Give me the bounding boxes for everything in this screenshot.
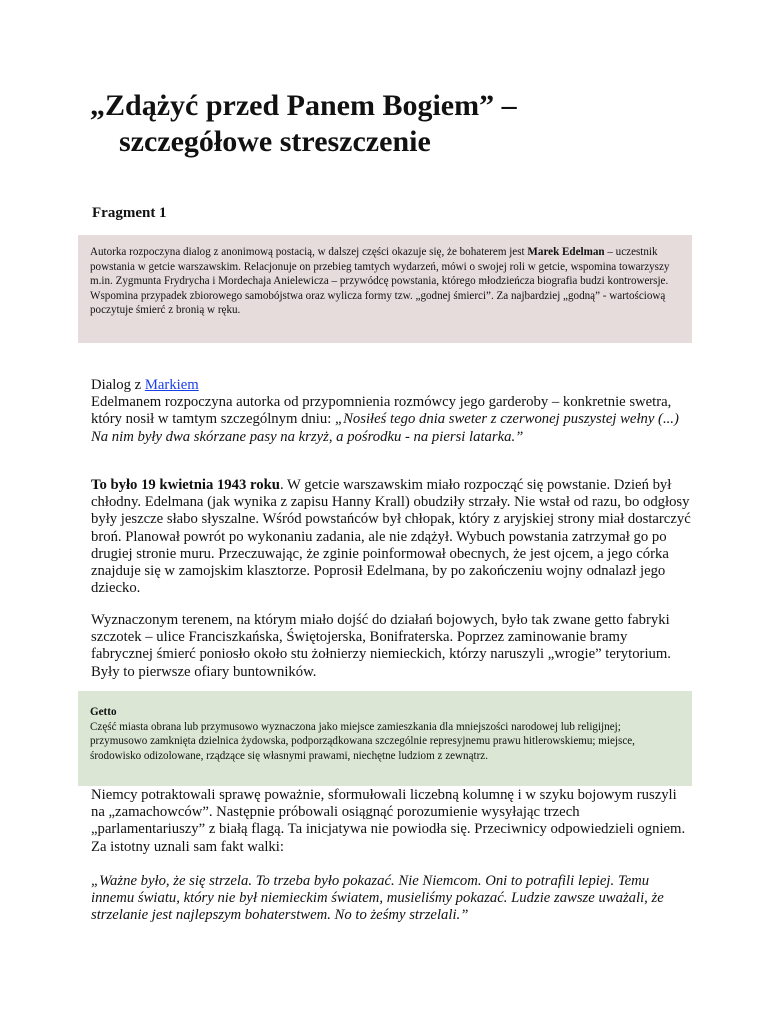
closing-quote xyxy=(91,873,691,925)
ghetto-title: Getto xyxy=(90,706,117,718)
dialog-text: Edelmanem rozpoczyna autorka od przypomnienia rozmówcy jego garderoby – konkretnie swetra, który nosił w tamtym szczególnym dniu: xyxy=(91,394,672,428)
summary-text-before: Autorka rozpoczyna dialog z anonimową postacią, w dalszej części okazuje się, że bohaterem jest xyxy=(90,246,528,258)
fragment-label: Fragment 1 xyxy=(92,205,167,221)
paragraph-april-1943 xyxy=(91,477,691,597)
ghetto-definition-text: Część miasta obrana lub przymusowo wyznaczona jako miejsce zamieszkania dla mniejszości narodowej lub religijnej; przymusowo zamknięta dzielnica żydowska, podporządkowana szczególnie represyjnemu prawu hitlerowskiemu; miejsce, środowisko odizolowane, rządzące się własnymi prawami, niechętne ludziom z zewnątrz. xyxy=(90,720,635,762)
paragraph-brush-factory xyxy=(91,612,691,681)
date-highlight: To było 19 kwietnia 1943 roku xyxy=(91,477,280,493)
page-title xyxy=(90,88,690,160)
markiem-link[interactable]: Markiem xyxy=(144,377,199,393)
paragraph-3-text: Niemcy potraktowali sprawę poważnie, sformułowali liczebną kolumnę i w szyku bojowym ruszyli na „zamachowców”. Następnie próbowali osiągnąć porozumienie wysyłając trzech „parlamentariuszy” z białą flagą. Ta inicjatywa nie powiodła się. Przeciwnicy odpowiedzieli ogniem. Za istotny uznali sam fakt walki: xyxy=(91,787,686,855)
paragraph-germans xyxy=(91,787,691,856)
dialog-quote: „Nosiłeś tego dnia sweter z czerwonej puszystej wełny (...) Na nim były dwa skórzane pasy na krzyż, a pośrodku - na piersi latarka.” xyxy=(91,411,679,445)
summary-highlight: Marek Edelman xyxy=(527,246,605,258)
title-line-1: „Zdążyć przed Panem Bogiem” – xyxy=(90,89,517,122)
paragraph-2-text: Wyznaczonym terenem, na którym miało dojść do działań bojowych, było tak zwane getto fabryki szczotek – ulice Franciszkańska, Świętojerska, Bonifraterska. Poprzez zaminowanie bramy fabrycznej śmierć poniosło około stu żołnierzy niemieckich, którzy naruszyli „wrogie” terytorium. Były to pierwsze ofiary buntowników. xyxy=(91,612,671,680)
paragraph-1-text: . W getcie warszawskim miało rozpocząć się powstanie. Dzień był chłodny. Edelmana (jak wynika z zapisu Hanny Krall) obudziły strzały. Nie wstał od razu, bo odgłosy były jeszcze słabo słyszalne. Wśród powstańców był chłopak, który z aryjskiej strony miał dostarczyć broń. Planował powrót po wykonaniu zadania, ale nie zdążył. Wybuch powstania zatrzymał go po drugiej stronie muru. Przeczuwając, że zginie poinformował obecnych, że jest ojcem, a jego córka znajduje się w zamojskim klasztorze. Poprosił Edelmana, by po zakończeniu wojny odnalazł jego dziecko. xyxy=(91,477,691,597)
dialog-paragraph xyxy=(91,377,691,446)
closing-quote-text: „Ważne było, że się strzela. To trzeba było pokazać. Nie Niemcom. Oni to potrafili lepiej. Temu innemu światu, który nie był niemieckim światem, musieliśmy pokazać. Ludzie zawsze uważali, że strzelanie jest najlepszym bohaterstwem. No to żeśmy strzelali.” xyxy=(91,873,664,924)
dialog-prefix: Dialog z xyxy=(91,377,145,393)
summary-box xyxy=(78,235,692,343)
summary-text-after: – uczestnik powstania w getcie warszawskim. Relacjonuje on przebieg tamtych wydarzeń, mówi o swojej roli w getcie, wspomina towarzyszy m.in. Zygmunta Frydrycha i Mordechaja Anielewicza – przywódcę powstania, którego młodzieńcza biografia budzi kontrowersje. Wspomina przypadek zbiorowego samobójstwa oraz wylicza formy tzw. „godnej śmierci”. Za najbardziej „godną” - wartościową poczytuje śmierć z bronią w ręku. xyxy=(90,246,670,317)
ghetto-definition-box xyxy=(78,691,692,786)
title-line-2: szczegółowe streszczenie xyxy=(119,125,431,158)
